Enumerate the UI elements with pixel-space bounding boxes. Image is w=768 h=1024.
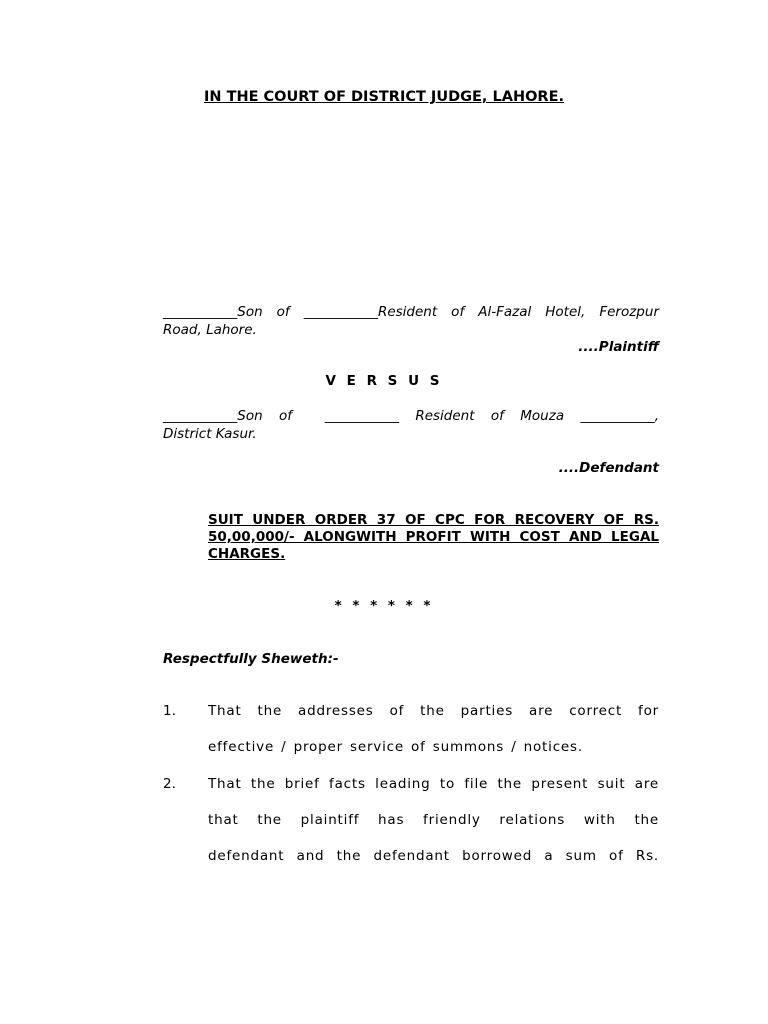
paragraph-number: 2. [163, 776, 176, 792]
defendant-description [163, 407, 659, 443]
separator-stars: * * * * * * [334, 598, 434, 614]
plaintiff-line-2: Road, Lahore. [163, 322, 257, 338]
plaintiff-line-1: ___________Son of ___________Resident of Al-Fazal Hotel, Ferozpur [163, 304, 659, 320]
versus-heading: V E R S U S [325, 373, 443, 389]
paragraph-line: defendant and the defendant borrowed a sum of Rs. [208, 848, 659, 864]
paragraph-line: That the brief facts leading to file the present suit are [208, 776, 659, 792]
paragraph-number: 1. [163, 703, 176, 719]
paragraph-line: That the addresses of the parties are correct for [208, 703, 659, 719]
defendant-line-1: ___________Son of ___________ Resident of Mouza ___________, [163, 408, 659, 424]
plaintiff-description [163, 303, 659, 339]
suit-subject: SUIT UNDER ORDER 37 OF CPC FOR RECOVERY OF RS. 50,00,000/- ALONGWITH PROFIT WITH COST AND LEGAL CHARGES. [208, 512, 659, 562]
salutation: Respectfully Sheweth:- [163, 651, 339, 667]
plaintiff-role: ....Plaintiff [578, 339, 659, 355]
paragraph-line: that the plaintiff has friendly relations with the [208, 812, 659, 828]
paragraph-line: effective / proper service of summons / notices. [208, 739, 583, 755]
defendant-line-2: District Kasur. [163, 426, 257, 442]
court-title: IN THE COURT OF DISTRICT JUDGE, LAHORE. [203, 89, 564, 105]
defendant-role: ....Defendant [558, 460, 659, 476]
